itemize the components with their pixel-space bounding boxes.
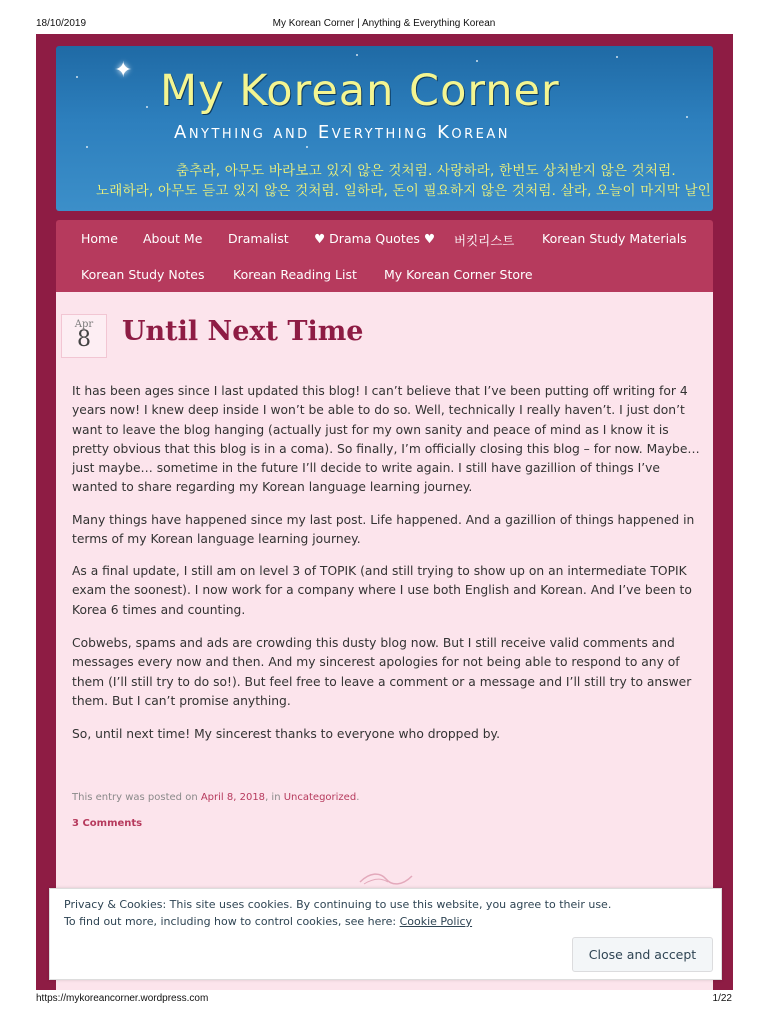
main-navigation bbox=[56, 220, 713, 292]
nav-home[interactable]: Home bbox=[81, 231, 118, 246]
nav-dramalist[interactable]: Dramalist bbox=[228, 231, 289, 246]
nav-korean-study-materials[interactable]: Korean Study Materials bbox=[542, 231, 687, 246]
post-date-badge bbox=[61, 314, 107, 358]
print-page-count: 1/22 bbox=[712, 993, 732, 1004]
entry-meta bbox=[72, 792, 359, 803]
close-and-accept-button[interactable]: Close and accept bbox=[572, 937, 713, 972]
cookie-consent-banner bbox=[49, 888, 722, 980]
site-title[interactable]: My Korean Corner bbox=[160, 66, 560, 116]
entry-meta-prefix: This entry was posted on bbox=[72, 792, 201, 803]
star-decoration bbox=[76, 76, 78, 78]
nav-bucket-list[interactable]: 버킷리스트 bbox=[454, 233, 515, 248]
print-url: https://mykoreancorner.wordpress.com bbox=[36, 993, 209, 1004]
star-decoration bbox=[476, 60, 478, 62]
flourish-divider-icon bbox=[356, 870, 416, 888]
entry-meta-middle: , in bbox=[265, 792, 284, 803]
post-content-area bbox=[56, 292, 713, 990]
star-decoration bbox=[86, 146, 88, 148]
cookie-policy-link[interactable]: Cookie Policy bbox=[399, 915, 473, 928]
cookie-text-line-2-prefix: To find out more, including how to control cookies, see here: bbox=[64, 915, 400, 928]
comments-link[interactable]: 3 Comments bbox=[72, 818, 143, 829]
entry-meta-suffix: . bbox=[356, 792, 360, 803]
star-decoration bbox=[356, 54, 358, 56]
nav-about-me[interactable]: About Me bbox=[143, 231, 203, 246]
cookie-text bbox=[64, 896, 611, 930]
post-date-month: Apr bbox=[74, 319, 94, 330]
entry-date-link[interactable]: April 8, 2018 bbox=[200, 792, 266, 803]
print-header bbox=[0, 0, 768, 34]
sparkle-star-icon: ✦ bbox=[114, 58, 133, 83]
korean-quote-line-1: 춤추라, 아무도 바라보고 있지 않은 것처럼. 사랑하라, 한번도 상처받지 않은 것처럼. bbox=[176, 163, 676, 179]
nav-korean-study-notes[interactable]: Korean Study Notes bbox=[81, 267, 205, 282]
star-decoration bbox=[686, 116, 688, 118]
post-title[interactable]: Until Next Time bbox=[122, 316, 364, 347]
korean-quote-line-2: 노래하라, 아무도 듣고 있지 않은 것처럼. 일하라, 돈이 필요하지 않은 것처럼. 살라, 오늘이 마지막 날인 bbox=[96, 183, 711, 199]
post-paragraph: It has been ages since I last updated this blog! I can’t believe that I’ve been putting off writing for 4 years now! I knew deep inside I won’t be able to do so. Well, technically I really haven’t. I just don’t want to leave the blog hanging (actually just for my own sanity and peace of mind as I know it is pretty obvious that this blog is in a coma). So finally, I’m officially closing this blog – for now. Maybe… just maybe… sometime in the future I’ll decide to write again. I still have gazillion of things I’ve wanted to share regarding my Korean language learning journey. bbox=[72, 384, 700, 495]
post-paragraph: So, until next time! My sincerest thanks to everyone who dropped by. bbox=[72, 727, 500, 741]
category-link[interactable]: Uncategorized bbox=[283, 792, 357, 803]
nav-drama-quotes[interactable]: ♥ Drama Quotes ♥ bbox=[314, 231, 436, 246]
star-decoration bbox=[616, 56, 618, 58]
print-date: 18/10/2019 bbox=[36, 18, 87, 29]
site-tagline: Anything and Everything Korean bbox=[174, 122, 510, 143]
post-paragraph: Many things have happened since my last post. Life happened. And a gazillion of things happened in terms of my Korean language learning journey. bbox=[72, 513, 695, 547]
post-date-day: 8 bbox=[77, 327, 91, 352]
post-paragraph: As a final update, I still am on level 3 of TOPIK (and still trying to show up on an intermediate TOPIK exam the soonest). I now work for a company where I use both English and Korean. And I’ve been to Korea 6 times and counting. bbox=[72, 564, 692, 617]
print-document-title: My Korean Corner | Anything & Everything Korean bbox=[272, 18, 496, 29]
cookie-text-line-1: Privacy & Cookies: This site uses cookies. By continuing to use this website, you agree to their use. bbox=[64, 898, 612, 911]
site-frame bbox=[36, 34, 733, 990]
post-paragraph: Cobwebs, spams and ads are crowding this dusty blog now. But I still receive valid comments and messages every now and then. And my sincerest apologies for not being able to respond to any of them (I’ll still try to do so!). But feel free to leave a comment or a message and I’ll still try to answer them. But I can’t promise anything. bbox=[72, 636, 692, 708]
nav-my-korean-corner-store[interactable]: My Korean Corner Store bbox=[384, 267, 533, 282]
site-banner[interactable] bbox=[56, 46, 713, 211]
nav-korean-reading-list[interactable]: Korean Reading List bbox=[233, 267, 357, 282]
star-decoration bbox=[146, 106, 148, 108]
star-decoration bbox=[306, 146, 308, 148]
cookie-text-line-2 bbox=[64, 913, 611, 930]
